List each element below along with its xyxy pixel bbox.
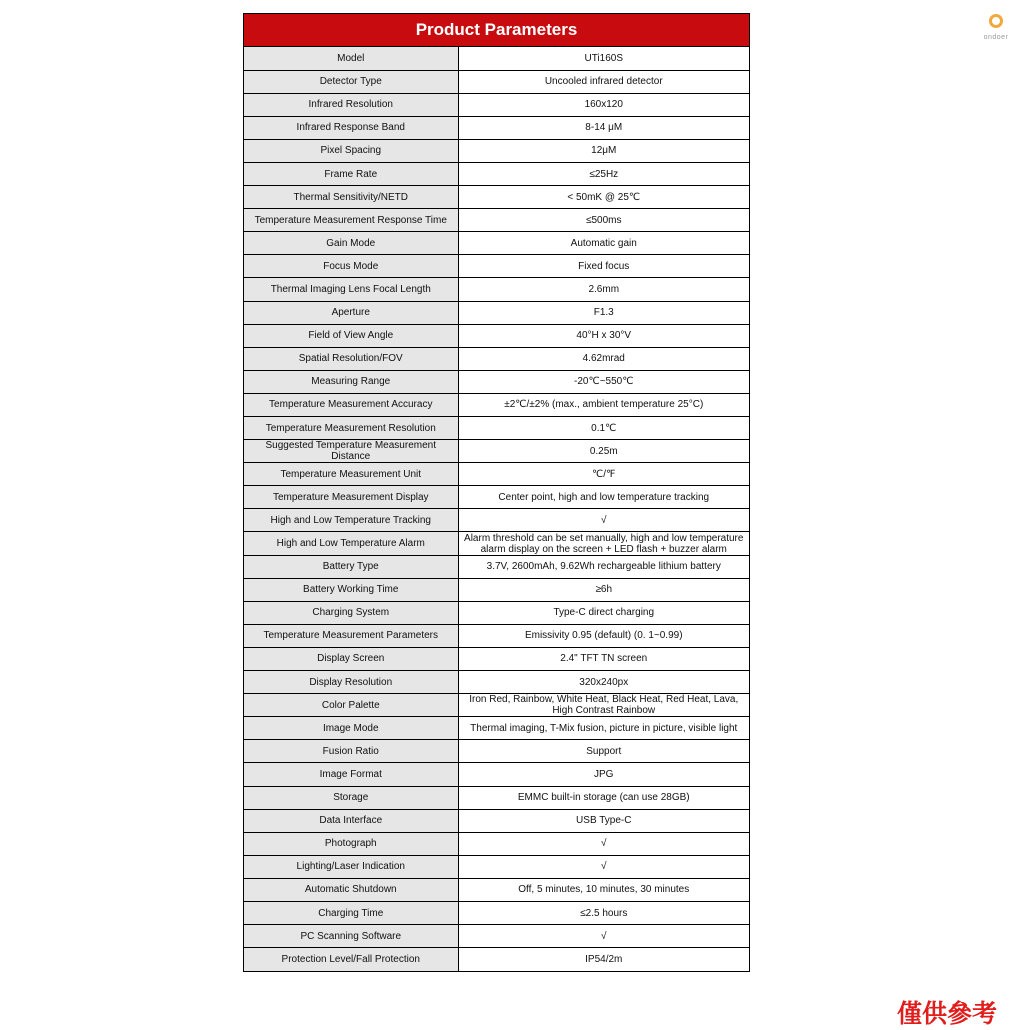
table-row [244, 232, 749, 255]
parameter-label: Focus Mode [244, 255, 458, 278]
table-row [244, 347, 749, 370]
parameter-value: IP54/2m [458, 948, 749, 971]
parameter-value: ≤25Hz [458, 162, 749, 185]
table-row [244, 255, 749, 278]
parameter-label: Color Palette [244, 694, 458, 717]
parameter-label: Automatic Shutdown [244, 878, 458, 901]
parameter-value: JPG [458, 763, 749, 786]
parameter-label: Thermal Imaging Lens Focal Length [244, 278, 458, 301]
parameter-label: Storage [244, 786, 458, 809]
parameter-value: 8-14 μM [458, 116, 749, 139]
parameter-label: Display Screen [244, 647, 458, 670]
table-row [244, 948, 749, 971]
parameter-value: Uncooled infrared detector [458, 70, 749, 93]
table-row [244, 532, 749, 555]
logo-text: ondoer [983, 34, 1009, 41]
table-row [244, 578, 749, 601]
parameter-value: Iron Red, Rainbow, White Heat, Black Heat, Red Heat, Lava, High Contrast Rainbow [458, 694, 749, 717]
parameters-body [244, 47, 749, 971]
table-row [244, 878, 749, 901]
parameter-label: High and Low Temperature Alarm [244, 532, 458, 555]
parameter-label: Thermal Sensitivity/NETD [244, 186, 458, 209]
parameter-value: Thermal imaging, T-Mix fusion, picture in picture, visible light [458, 717, 749, 740]
table-row [244, 786, 749, 809]
parameter-label: Protection Level/Fall Protection [244, 948, 458, 971]
parameter-value: 2.4" TFT TN screen [458, 647, 749, 670]
parameter-value: 0.1℃ [458, 417, 749, 440]
parameter-label: Image Mode [244, 717, 458, 740]
parameter-value: Alarm threshold can be set manually, high and low temperature alarm display on the screen + LED flash + buzzer alarm [458, 532, 749, 555]
table-row [244, 162, 749, 185]
table-row [244, 370, 749, 393]
table-row [244, 832, 749, 855]
parameter-label: Battery Type [244, 555, 458, 578]
parameter-label: Infrared Response Band [244, 116, 458, 139]
reference-watermark: 僅供參考 [897, 999, 998, 1028]
parameter-value: ≤500ms [458, 209, 749, 232]
parameter-value: 12μM [458, 139, 749, 162]
parameter-value: < 50mK @ 25℃ [458, 186, 749, 209]
parameter-label: Detector Type [244, 70, 458, 93]
parameter-value: ℃/℉ [458, 463, 749, 486]
parameter-value: 4.62mrad [458, 347, 749, 370]
parameter-value: √ [458, 855, 749, 878]
parameter-label: Data Interface [244, 809, 458, 832]
parameter-value: Center point, high and low temperature tracking [458, 486, 749, 509]
parameter-value: Emissivity 0.95 (default) (0. 1~0.99) [458, 624, 749, 647]
table-row [244, 925, 749, 948]
table-row [244, 855, 749, 878]
parameter-value: 0.25m [458, 440, 749, 463]
parameter-label: Photograph [244, 832, 458, 855]
parameter-value: 160x120 [458, 93, 749, 116]
parameter-value: 320x240px [458, 671, 749, 694]
table-row [244, 601, 749, 624]
parameter-label: Temperature Measurement Accuracy [244, 393, 458, 416]
table-row [244, 486, 749, 509]
parameter-label: Frame Rate [244, 162, 458, 185]
parameter-value: ≤2.5 hours [458, 901, 749, 924]
parameter-label: Temperature Measurement Response Time [244, 209, 458, 232]
table-row [244, 139, 749, 162]
parameter-value: 2.6mm [458, 278, 749, 301]
table-row [244, 47, 749, 70]
table-row [244, 301, 749, 324]
parameter-value: 3.7V, 2600mAh, 9.62Wh rechargeable lithium battery [458, 555, 749, 578]
parameter-label: Pixel Spacing [244, 139, 458, 162]
table-row [244, 278, 749, 301]
parameters-grid [244, 47, 749, 971]
parameter-value: √ [458, 832, 749, 855]
table-row [244, 209, 749, 232]
table-row [244, 440, 749, 463]
product-parameters-table [243, 13, 750, 972]
parameter-value: EMMC built-in storage (can use 28GB) [458, 786, 749, 809]
parameter-label: Infrared Resolution [244, 93, 458, 116]
parameter-label: Fusion Ratio [244, 740, 458, 763]
parameter-value: Type-C direct charging [458, 601, 749, 624]
parameter-value: ±2℃/±2% (max., ambient temperature 25°C) [458, 393, 749, 416]
brand-logo [978, 14, 1014, 54]
table-row [244, 93, 749, 116]
parameter-value: √ [458, 925, 749, 948]
parameter-value: -20℃~550℃ [458, 370, 749, 393]
table-row [244, 417, 749, 440]
table-row [244, 555, 749, 578]
table-row [244, 70, 749, 93]
parameter-label: Gain Mode [244, 232, 458, 255]
table-row [244, 717, 749, 740]
parameter-value: USB Type-C [458, 809, 749, 832]
table-row [244, 393, 749, 416]
parameter-label: Temperature Measurement Resolution [244, 417, 458, 440]
table-row [244, 647, 749, 670]
table-row [244, 463, 749, 486]
table-row [244, 509, 749, 532]
parameter-label: Image Format [244, 763, 458, 786]
table-row [244, 901, 749, 924]
parameter-value: F1.3 [458, 301, 749, 324]
table-row [244, 763, 749, 786]
table-row [244, 624, 749, 647]
parameter-label: Suggested Temperature Measurement Distance [244, 440, 458, 463]
parameter-value: ≥6h [458, 578, 749, 601]
table-row [244, 116, 749, 139]
table-row [244, 740, 749, 763]
parameter-label: Battery Working Time [244, 578, 458, 601]
parameter-value: √ [458, 509, 749, 532]
parameter-label: Display Resolution [244, 671, 458, 694]
parameter-label: Charging Time [244, 901, 458, 924]
parameter-label: Measuring Range [244, 370, 458, 393]
parameter-value: UTi160S [458, 47, 749, 70]
table-row [244, 186, 749, 209]
table-row [244, 694, 749, 717]
parameter-label: Charging System [244, 601, 458, 624]
table-title: Product Parameters [244, 14, 749, 47]
table-row [244, 324, 749, 347]
parameter-label: Aperture [244, 301, 458, 324]
parameter-value: Support [458, 740, 749, 763]
parameter-label: Field of View Angle [244, 324, 458, 347]
table-row [244, 671, 749, 694]
parameter-label: Spatial Resolution/FOV [244, 347, 458, 370]
parameter-label: High and Low Temperature Tracking [244, 509, 458, 532]
parameter-label: Temperature Measurement Display [244, 486, 458, 509]
parameter-label: PC Scanning Software [244, 925, 458, 948]
parameter-label: Lighting/Laser Indication [244, 855, 458, 878]
parameter-value: Fixed focus [458, 255, 749, 278]
parameter-value: 40°H x 30°V [458, 324, 749, 347]
parameter-value: Automatic gain [458, 232, 749, 255]
parameter-label: Model [244, 47, 458, 70]
parameter-label: Temperature Measurement Unit [244, 463, 458, 486]
parameter-value: Off, 5 minutes, 10 minutes, 30 minutes [458, 878, 749, 901]
table-row [244, 809, 749, 832]
parameter-label: Temperature Measurement Parameters [244, 624, 458, 647]
ring-logo-icon [989, 14, 1003, 28]
